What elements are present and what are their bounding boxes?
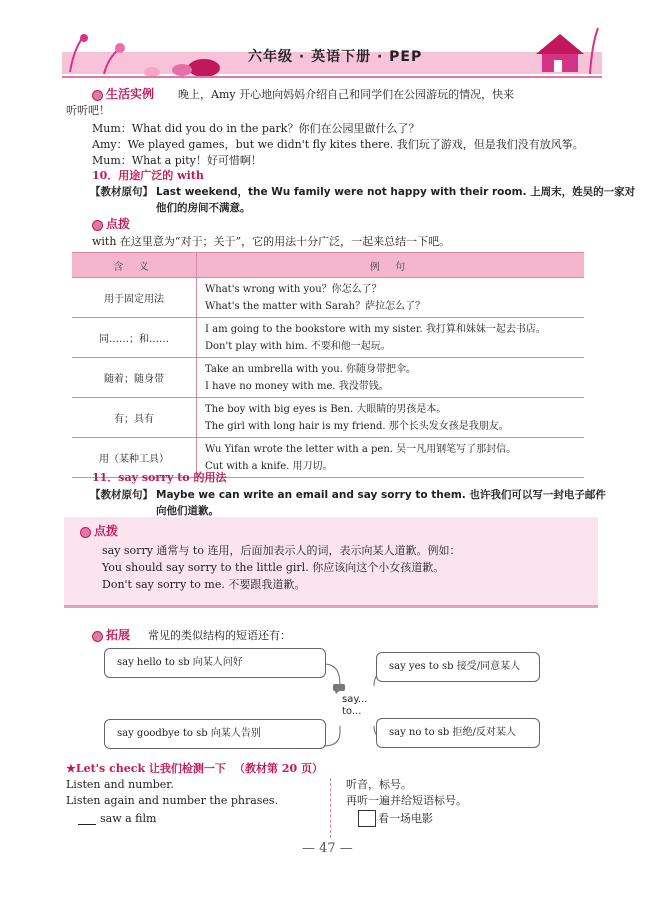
table-row <box>72 278 584 318</box>
section10-source-line1: Last weekend，the Wu family were not happy with their room. 上周末，姓吴的一家对 <box>156 186 636 198</box>
table-cell-examples <box>197 398 585 438</box>
table-cell-meaning: 有；具有 <box>72 398 197 438</box>
section11-tip-line: say sorry 通常与 to 连用，后面加表示人的词，表示向某人道歉。例如： <box>102 544 461 557</box>
phrase-say-yes: say yes to sb 接受/同意某人 <box>376 652 540 682</box>
section11-source-line1: Maybe we can write an email and say sorry to them. 也许我们可以写一封电子邮件 <box>156 489 606 501</box>
section-marker-icon <box>92 90 103 101</box>
section11-source-label: 【教材原句】 <box>90 489 153 501</box>
header-divider <box>62 76 602 78</box>
example-sentence: Don't play with him. 不要和他一起玩。 <box>205 340 391 352</box>
instruction-zh: 听音，标号。 <box>346 778 412 791</box>
section11-tip-line: You should say sorry to the little girl. 你应该向这个小女孩道歉。 <box>102 561 445 574</box>
table-cell-examples <box>197 318 585 358</box>
section10-tip-text: with 在这里意为“对于；关于”，它的用法十分广泛，一起来总结一下吧。 <box>92 235 451 248</box>
example-sentence: The boy with big eyes is Ben. 大眼睛的男孩是本。 <box>205 403 447 415</box>
extension-heading: 拓展 <box>106 628 131 642</box>
section10-source-line2: 他们的房间不满意。 <box>156 202 251 214</box>
table-cell-examples <box>197 278 585 318</box>
house-decoration-icon <box>520 24 602 76</box>
table-row <box>72 398 584 438</box>
section10-tip-heading: 点拨 <box>106 217 131 231</box>
example-sentence: Take an umbrella with you. 你随身带把伞。 <box>205 363 417 375</box>
table-header-row <box>72 253 584 278</box>
section-marker-icon <box>92 220 103 231</box>
example-sentence: What's the matter with Sarah？萨拉怎么了？ <box>205 300 426 312</box>
answer-blank[interactable] <box>78 824 96 825</box>
life-example-intro-line2: 听听吧！ <box>66 104 110 117</box>
table-row <box>72 318 584 358</box>
diagram-center <box>330 682 372 718</box>
extension-intro: 常见的类似结构的短语还有： <box>148 629 291 642</box>
phrase-say-goodbye: say goodbye to sb 向某人告别 <box>104 719 326 749</box>
section-marker-icon <box>80 527 91 538</box>
lets-check-ref: （教材第 20 页） <box>234 762 323 775</box>
table-cell-examples <box>197 438 585 478</box>
example-sentence: I have no money with me. 我没带钱。 <box>205 380 389 392</box>
section10-heading: 10．用途广泛的 with <box>92 169 204 182</box>
table-cell-meaning: 用（某种工具） <box>72 438 197 478</box>
column-divider <box>330 778 332 838</box>
life-example-intro-line1: 晚上，Amy 开心地向妈妈介绍自己和同学们在公园游玩的情况，快来 <box>178 88 515 101</box>
instruction-zh: 再听一遍并给短语标号。 <box>346 794 467 807</box>
example-sentence: Cut with a knife. 用刀切。 <box>205 460 333 472</box>
phrase-say-no: say no to sb 拒绝/反对某人 <box>376 718 540 748</box>
section10-source-label: 【教材原句】 <box>90 186 153 198</box>
example-sentence: Wu Yifan wrote the letter with a pen. 吴一凡用钢笔写了那封信。 <box>205 443 517 455</box>
section11-tip-heading: 点拨 <box>94 524 119 538</box>
table-cell-meaning: 同……；和…… <box>72 318 197 358</box>
diagram-center-line: to... <box>342 706 362 717</box>
instruction-en: Listen and number. <box>66 778 174 791</box>
table-header-meaning: 含 义 <box>72 253 197 278</box>
lets-check-heading: ★Let's check 让我们检测一下 <box>66 762 226 775</box>
with-usage-table <box>72 252 584 478</box>
section11-tip-line: Don't say sorry to me. 不要跟我道歉。 <box>102 578 306 591</box>
phrase-en: saw a film <box>100 812 157 825</box>
phrase-zh: 看一场电影 <box>378 812 433 825</box>
table-cell-examples <box>197 358 585 398</box>
flower-decoration-icon <box>64 30 224 78</box>
answer-box[interactable] <box>358 810 376 827</box>
section11-heading: 11．say sorry to 的用法 <box>92 471 227 484</box>
example-sentence: I am going to the bookstore with my sister. 我打算和妹妹一起去书店。 <box>205 323 546 335</box>
life-example-heading: 生活实例 <box>106 87 155 101</box>
section11-source-line2: 向他们道歉。 <box>156 505 219 517</box>
dialogue-line: Amy：We played games，but we didn't fly kites there. 我们玩了游戏，但是我们没有放风筝。 <box>92 138 584 151</box>
example-sentence: What's wrong with you？你怎么了？ <box>205 283 382 295</box>
table-cell-meaning: 用于固定用法 <box>72 278 197 318</box>
dialogue-line: Mum：What did you do in the park？你们在公园里做什么了？ <box>92 122 420 135</box>
instruction-en: Listen again and number the phrases. <box>66 794 279 807</box>
page-number: — 47 — <box>302 841 353 856</box>
dialogue-line: Mum：What a pity！好可惜啊！ <box>92 154 262 167</box>
example-sentence: The girl with long hair is my friend. 那个长头发女孩是我朋友。 <box>205 420 509 432</box>
diagram-center-line: say... <box>342 694 368 705</box>
phrase-say-hello: say hello to sb 向某人问好 <box>104 648 326 678</box>
table-header-example: 例 句 <box>197 253 585 278</box>
table-row <box>72 358 584 398</box>
header-title: 六年级 · 英语下册 · PEP <box>248 49 423 65</box>
table-cell-meaning: 随着；随身带 <box>72 358 197 398</box>
